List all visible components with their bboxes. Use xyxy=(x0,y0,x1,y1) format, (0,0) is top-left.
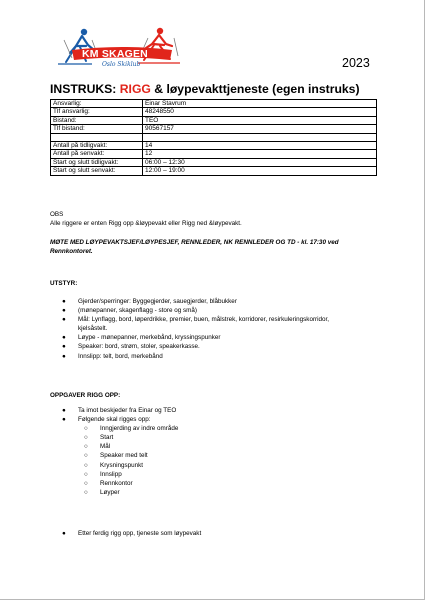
table-label: Tlf ansvarlig: xyxy=(51,108,143,116)
table-label xyxy=(51,133,143,141)
table-value: 48248550 xyxy=(143,108,377,116)
oppgaver-heading: OPPGAVER RIGG OPP: xyxy=(50,392,121,399)
list-item: ● Mål: Lynflagg, bord, løperdrikke, premier, buen, målstrek, korridorer, resirkuleringskorridor, kjelsåstelt. xyxy=(62,316,330,333)
tasks-list xyxy=(50,406,178,497)
table-value: 12 xyxy=(143,150,377,158)
table-value: 14 xyxy=(143,142,377,150)
table-value: TEO xyxy=(143,116,377,124)
logo-tagline-text: Oslo Skiklub xyxy=(102,61,141,68)
bullet-icon: ● xyxy=(62,298,66,305)
bullet-icon: ● xyxy=(62,530,66,537)
sublist-item: ○ Krysningspunkt xyxy=(84,461,144,469)
table-label: Start og slutt tidligvakt: xyxy=(51,158,143,166)
logo-brand-text: KM SKAGEN xyxy=(82,48,148,60)
table-value xyxy=(143,133,377,141)
bullet-icon: ● xyxy=(62,407,66,414)
bullet-icon: ● xyxy=(62,416,66,424)
circle-bullet-icon: ○ xyxy=(84,479,88,487)
final-task-list xyxy=(50,529,201,538)
circle-bullet-icon: ○ xyxy=(84,434,88,442)
list-item: ● Følgende skal rigges opp: ○ Inngjerding av indre område ○ Start ○ Mål ○ Speaker med telt ○ Krysningspunkt ○ Innslipp ○ Rennkontor ○ Løyper xyxy=(62,416,179,496)
bullet-icon: ● xyxy=(62,352,66,360)
list-item: ● Innslipp: telt, bord, merkebånd xyxy=(62,352,163,360)
obs-text: Alle riggere er enten Rigg opp &løypevakt eller Rigg ned &løypevakt. xyxy=(50,220,242,227)
table-label: Start og slutt senvakt: xyxy=(51,167,143,175)
sublist-item: ○ Rennkontor xyxy=(84,479,133,487)
list-item: ● Etter ferdig rigg opp, tjeneste som løypevakt xyxy=(62,530,202,537)
obs-heading: OBS xyxy=(50,211,64,218)
sublist-item: ○ Løyper xyxy=(84,488,120,496)
bullet-icon: ● xyxy=(62,343,66,351)
table-value: 90567157 xyxy=(143,125,377,133)
circle-bullet-icon: ○ xyxy=(84,452,88,460)
table-label: Ansvarlig: xyxy=(51,100,143,108)
table-row xyxy=(51,125,377,133)
table-row xyxy=(51,133,377,141)
list-item: ● Gjerder/sperringer: Byggegjerder, sauegjerder, blåbukker xyxy=(62,298,237,305)
equipment-list xyxy=(50,297,329,361)
sublist-item: ○ Start xyxy=(84,434,114,442)
table-row xyxy=(51,100,377,108)
list-item-continuation: kjelsåstelt. xyxy=(78,325,108,333)
title-suffix: & løypevakttjeneste (egen instruks) xyxy=(150,82,360,96)
table-value: 12:00 – 19:00 xyxy=(143,167,377,175)
table-value: 06:00 – 12:30 xyxy=(143,158,377,166)
table-row xyxy=(51,108,377,116)
sublist-item: ○ Speaker med telt xyxy=(84,452,148,460)
km-skagen-logo xyxy=(52,26,192,74)
utstyr-heading: UTSTYR: xyxy=(50,280,78,287)
bullet-icon: ● xyxy=(62,307,66,315)
list-item: ● (mønepanner, skagenflagg - store og små) xyxy=(62,307,198,315)
page-title xyxy=(50,82,360,96)
bullet-icon: ● xyxy=(62,316,66,324)
table-row xyxy=(51,116,377,124)
list-item: ● Speaker: bord, strøm, stoler, speakerkasse. xyxy=(62,343,200,351)
meeting-notice-line1: MØTE MED LØYPEVAKTSJEF/LØYPESJEF, RENNLEDER, NK RENNLEDER OG TD - kl. 17:30 ved xyxy=(50,239,339,246)
list-item: ● Løype - mønepanner, merkebånd, kryssingspunker xyxy=(62,334,221,342)
rigging-sublist xyxy=(78,424,178,497)
circle-bullet-icon: ○ xyxy=(84,425,88,433)
sublist-item: ○ Mål xyxy=(84,443,111,451)
title-highlight: RIGG xyxy=(119,82,151,96)
sublist-item: ○ Inngjerding av indre område xyxy=(84,425,179,433)
table-label: Bistand: xyxy=(51,116,143,124)
table-value: Einar Stavrum xyxy=(143,100,377,108)
list-item: ● Ta imot beskjeder fra Einar og TEO xyxy=(62,407,177,414)
table-label: Antall på tidligvakt: xyxy=(51,142,143,150)
table-row xyxy=(51,150,377,158)
bullet-icon: ● xyxy=(62,334,66,342)
circle-bullet-icon: ○ xyxy=(84,470,88,478)
circle-bullet-icon: ○ xyxy=(84,443,88,451)
table-row xyxy=(51,142,377,150)
responsibility-table xyxy=(50,99,377,176)
meeting-notice-line2: Rennkontoret. xyxy=(50,248,93,255)
table-row xyxy=(51,167,377,175)
circle-bullet-icon: ○ xyxy=(84,461,88,469)
table-row xyxy=(51,158,377,166)
table-label: Antall på senvakt: xyxy=(51,150,143,158)
table-label: Tlf bistand: xyxy=(51,125,143,133)
sublist-item: ○ Innslipp xyxy=(84,470,122,478)
circle-bullet-icon: ○ xyxy=(84,488,88,496)
title-prefix: INSTRUKS: xyxy=(50,82,120,96)
document-year: 2023 xyxy=(342,56,370,70)
